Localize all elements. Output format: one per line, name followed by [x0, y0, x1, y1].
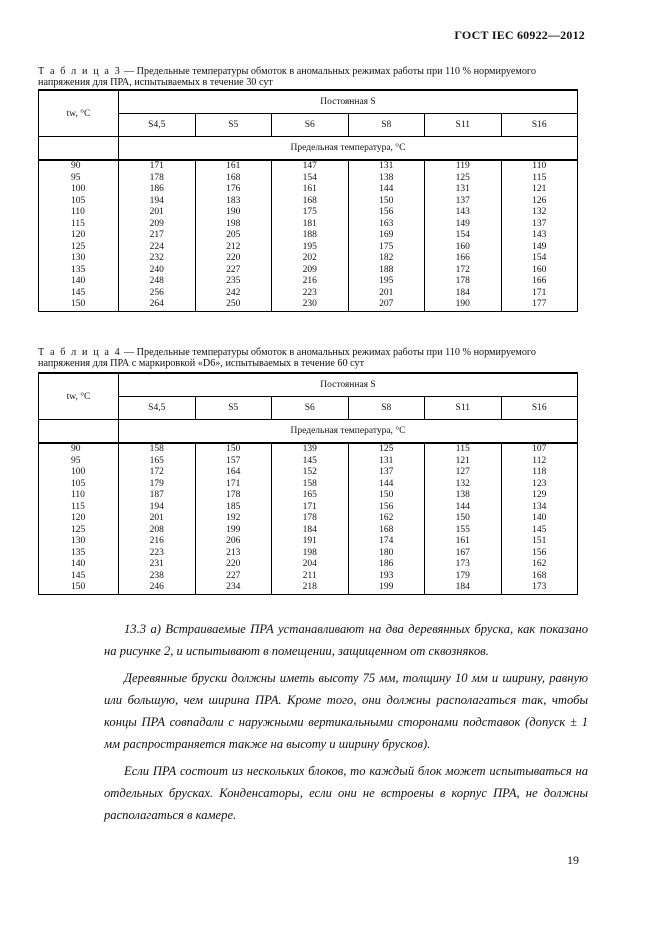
table-cell: 177: [501, 299, 578, 311]
table-cell: 211: [272, 571, 349, 583]
table3-caption-label: Т а б л и ц а 3: [38, 66, 122, 77]
table-cell: 178: [119, 173, 196, 185]
table-cell: 138: [348, 173, 425, 185]
table3: [38, 89, 578, 312]
table-cell: 224: [119, 242, 196, 254]
table4-column-header: S8: [348, 397, 425, 420]
table-cell: 138: [425, 490, 502, 502]
table-cell: 118: [501, 467, 578, 479]
table-cell: 190: [195, 207, 272, 219]
table3-caption: [38, 66, 578, 88]
table-row: [39, 571, 578, 583]
table-cell: 143: [501, 230, 578, 242]
table-cell: 151: [501, 536, 578, 548]
table-cell: 194: [119, 502, 196, 514]
table3-column-header: S8: [348, 114, 425, 137]
table4-caption-label: Т а б л и ц а 4: [38, 347, 122, 358]
paragraph-13-3a: 13.3 а) Встраиваемые ПРА устанавливают на два деревянных бруска, как показано на рисунке 2, и испытывают в помещении, защищенном от сквозняков.: [104, 622, 588, 658]
table-cell: 167: [425, 548, 502, 560]
table3-tw-header: tw, °C: [39, 90, 119, 137]
paragraph-blocks: Если ПРА состоит из нескольких блоков, то каждый блок может испытываться на отдельных брусках. Конденсаторы, если они не встроены в корпус ПРА, не должны располагаться в камере.: [104, 764, 588, 822]
table-row: [39, 207, 578, 219]
row-temperature-cell: 140: [39, 276, 119, 288]
row-temperature-cell: 105: [39, 196, 119, 208]
row-temperature-cell: 105: [39, 479, 119, 491]
table-cell: 149: [425, 219, 502, 231]
table-cell: 227: [195, 265, 272, 277]
table-cell: 149: [501, 242, 578, 254]
row-temperature-cell: 140: [39, 559, 119, 571]
row-temperature-cell: 90: [39, 160, 119, 173]
row-temperature-cell: 145: [39, 288, 119, 300]
table-cell: 160: [425, 242, 502, 254]
table4-caption-text: — Предельные температуры обмоток в аномальных режимах работы при 110 % нормируемого напряжения для ПРА с маркировкой «D6», испытываемых в течение 60 сут: [38, 347, 536, 369]
table-cell: 126: [501, 196, 578, 208]
table-cell: 145: [501, 525, 578, 537]
table-cell: 139: [272, 443, 349, 456]
table-cell: 180: [348, 548, 425, 560]
table3-group-header: Постоянная S: [119, 90, 578, 114]
table-cell: 184: [425, 288, 502, 300]
table-cell: 161: [425, 536, 502, 548]
table-cell: 165: [272, 490, 349, 502]
table-cell: 209: [272, 265, 349, 277]
table-cell: 147: [272, 160, 349, 173]
table-row: [39, 582, 578, 594]
table-cell: 213: [195, 548, 272, 560]
table4-column-header: S16: [501, 397, 578, 420]
table-cell: 178: [195, 490, 272, 502]
table4-subheader: Предельная температура, °С: [119, 420, 578, 444]
table4-tw-header: tw, °C: [39, 373, 119, 420]
table-cell: 134: [501, 502, 578, 514]
table3-column-header: S4,5: [119, 114, 196, 137]
table-row: [39, 288, 578, 300]
table-cell: 204: [272, 559, 349, 571]
table-cell: 173: [425, 559, 502, 571]
table-cell: 216: [272, 276, 349, 288]
table-cell: 212: [195, 242, 272, 254]
table-cell: 223: [119, 548, 196, 560]
table-cell: 127: [425, 467, 502, 479]
table-row: [39, 443, 578, 456]
table-cell: 206: [195, 536, 272, 548]
table-cell: 216: [119, 536, 196, 548]
table-cell: 154: [425, 230, 502, 242]
table-cell: 186: [348, 559, 425, 571]
row-temperature-cell: 90: [39, 443, 119, 456]
table-cell: 220: [195, 559, 272, 571]
table-cell: 162: [501, 559, 578, 571]
table-cell: 188: [348, 265, 425, 277]
table-cell: 156: [348, 502, 425, 514]
table4-column-header: S11: [425, 397, 502, 420]
table-cell: 154: [272, 173, 349, 185]
body-text: [104, 618, 588, 826]
table-cell: 150: [348, 490, 425, 502]
table-cell: 162: [348, 513, 425, 525]
row-temperature-cell: 150: [39, 582, 119, 594]
table-cell: 140: [501, 513, 578, 525]
row-temperature-cell: 120: [39, 513, 119, 525]
table-cell: 131: [348, 160, 425, 173]
table-cell: 160: [501, 265, 578, 277]
table-cell: 163: [348, 219, 425, 231]
table-cell: 166: [425, 253, 502, 265]
table-cell: 188: [272, 230, 349, 242]
table3-tw-blank: [39, 137, 119, 161]
table-row: [39, 502, 578, 514]
table-cell: 112: [501, 456, 578, 468]
table3-caption-text: — Предельные температуры обмоток в аномальных режимах работы при 110 % нормируемого напряжения для ПРА, испытываемых в течение 30 сут: [38, 66, 536, 88]
table-cell: 165: [119, 456, 196, 468]
table-cell: 166: [501, 276, 578, 288]
table-cell: 107: [501, 443, 578, 456]
table-cell: 179: [425, 571, 502, 583]
table-cell: 231: [119, 559, 196, 571]
table-row: [39, 490, 578, 502]
table-cell: 150: [425, 513, 502, 525]
table-cell: 199: [195, 525, 272, 537]
table4-column-header: S6: [272, 397, 349, 420]
table-cell: 156: [348, 207, 425, 219]
paragraph-wooden-bars: Деревянные бруски должны иметь высоту 75 мм, толщину 10 мм и ширину, равную или большую, чем ширина ПРА. Кроме того, они должны располагаться так, чтобы концы ПРА совпадали с наружными вертикальными сторонами подставок (допуск ± 1 мм распространяется также на высоту и ширину брусков).: [104, 671, 588, 751]
table-cell: 154: [501, 253, 578, 265]
table-cell: 246: [119, 582, 196, 594]
table-cell: 248: [119, 276, 196, 288]
table-cell: 158: [272, 479, 349, 491]
table-cell: 235: [195, 276, 272, 288]
table-cell: 193: [348, 571, 425, 583]
row-temperature-cell: 115: [39, 502, 119, 514]
table-cell: 144: [425, 502, 502, 514]
table-cell: 171: [195, 479, 272, 491]
page-number: 19: [567, 853, 579, 867]
table-cell: 208: [119, 525, 196, 537]
table3-subheader: Предельная температура, °С: [119, 137, 578, 161]
row-temperature-cell: 125: [39, 242, 119, 254]
table-cell: 201: [348, 288, 425, 300]
table-cell: 119: [425, 160, 502, 173]
table-row: [39, 548, 578, 560]
row-temperature-cell: 120: [39, 230, 119, 242]
table-cell: 194: [119, 196, 196, 208]
table-cell: 152: [272, 467, 349, 479]
table-cell: 173: [501, 582, 578, 594]
table-cell: 150: [195, 443, 272, 456]
row-temperature-cell: 95: [39, 173, 119, 185]
table-cell: 110: [501, 160, 578, 173]
table3-column-header: S5: [195, 114, 272, 137]
table-cell: 144: [348, 184, 425, 196]
table-cell: 155: [425, 525, 502, 537]
table-cell: 171: [119, 160, 196, 173]
table-cell: 190: [425, 299, 502, 311]
table4-group-header: Постоянная S: [119, 373, 578, 397]
table-cell: 150: [348, 196, 425, 208]
table-cell: 199: [348, 582, 425, 594]
table-cell: 191: [272, 536, 349, 548]
table-cell: 176: [195, 184, 272, 196]
table-cell: 125: [425, 173, 502, 185]
table-cell: 143: [425, 207, 502, 219]
table3-column-header: S16: [501, 114, 578, 137]
row-temperature-cell: 110: [39, 490, 119, 502]
table-cell: 164: [195, 467, 272, 479]
table-cell: 195: [348, 276, 425, 288]
row-temperature-cell: 125: [39, 525, 119, 537]
table-cell: 131: [425, 184, 502, 196]
table-row: [39, 456, 578, 468]
table-cell: 129: [501, 490, 578, 502]
table-cell: 207: [348, 299, 425, 311]
table-cell: 217: [119, 230, 196, 242]
row-temperature-cell: 135: [39, 265, 119, 277]
table-cell: 201: [119, 513, 196, 525]
table-cell: 230: [272, 299, 349, 311]
table4: [38, 372, 578, 595]
table-cell: 125: [348, 443, 425, 456]
table-row: [39, 559, 578, 571]
table-cell: 161: [195, 160, 272, 173]
row-temperature-cell: 95: [39, 456, 119, 468]
table-cell: 179: [119, 479, 196, 491]
table-cell: 183: [195, 196, 272, 208]
table-cell: 137: [425, 196, 502, 208]
table-cell: 232: [119, 253, 196, 265]
table-cell: 172: [425, 265, 502, 277]
row-temperature-cell: 100: [39, 467, 119, 479]
document-header: ГОСТ IEC 60922—2012: [454, 28, 585, 42]
table-cell: 220: [195, 253, 272, 265]
table-cell: 137: [348, 467, 425, 479]
table-row: [39, 160, 578, 173]
table-cell: 168: [501, 571, 578, 583]
table3-column-headers: [39, 114, 578, 137]
table-cell: 195: [272, 242, 349, 254]
table-cell: 205: [195, 230, 272, 242]
table-cell: 175: [272, 207, 349, 219]
table-cell: 174: [348, 536, 425, 548]
table-cell: 209: [119, 219, 196, 231]
row-temperature-cell: 130: [39, 253, 119, 265]
table-cell: 198: [195, 219, 272, 231]
table-cell: 158: [119, 443, 196, 456]
table-cell: 181: [272, 219, 349, 231]
table-row: [39, 230, 578, 242]
table-cell: 185: [195, 502, 272, 514]
table-cell: 187: [119, 490, 196, 502]
table-cell: 171: [272, 502, 349, 514]
table-row: [39, 265, 578, 277]
table-cell: 115: [425, 443, 502, 456]
table-cell: 178: [272, 513, 349, 525]
table-cell: 171: [501, 288, 578, 300]
row-temperature-cell: 100: [39, 184, 119, 196]
table3-column-header: S6: [272, 114, 349, 137]
table-row: [39, 525, 578, 537]
row-temperature-cell: 145: [39, 571, 119, 583]
table4-column-header: S4,5: [119, 397, 196, 420]
table-row: [39, 173, 578, 185]
table-row: [39, 513, 578, 525]
table-cell: 223: [272, 288, 349, 300]
table-cell: 184: [272, 525, 349, 537]
table-cell: 144: [348, 479, 425, 491]
table4-column-headers: [39, 397, 578, 420]
table-cell: 115: [501, 173, 578, 185]
table-cell: 131: [348, 456, 425, 468]
table-cell: 227: [195, 571, 272, 583]
table-cell: 184: [425, 582, 502, 594]
table4-tw-blank: [39, 420, 119, 444]
table-row: [39, 276, 578, 288]
row-temperature-cell: 115: [39, 219, 119, 231]
table-cell: 132: [425, 479, 502, 491]
table-cell: 182: [348, 253, 425, 265]
table-cell: 264: [119, 299, 196, 311]
table-cell: 121: [425, 456, 502, 468]
table-cell: 156: [501, 548, 578, 560]
table-row: [39, 253, 578, 265]
table-cell: 168: [272, 196, 349, 208]
table-row: [39, 184, 578, 196]
table-cell: 186: [119, 184, 196, 196]
table-row: [39, 479, 578, 491]
table-cell: 178: [425, 276, 502, 288]
table-cell: 240: [119, 265, 196, 277]
table-cell: 201: [119, 207, 196, 219]
table-cell: 137: [501, 219, 578, 231]
table-cell: 242: [195, 288, 272, 300]
table-row: [39, 536, 578, 548]
table-row: [39, 196, 578, 208]
row-temperature-cell: 110: [39, 207, 119, 219]
row-temperature-cell: 150: [39, 299, 119, 311]
table-cell: 234: [195, 582, 272, 594]
table3-column-header: S11: [425, 114, 502, 137]
table-cell: 175: [348, 242, 425, 254]
table4-column-header: S5: [195, 397, 272, 420]
row-temperature-cell: 130: [39, 536, 119, 548]
table-row: [39, 467, 578, 479]
table-cell: 168: [195, 173, 272, 185]
table-cell: 202: [272, 253, 349, 265]
row-temperature-cell: 135: [39, 548, 119, 560]
table-cell: 169: [348, 230, 425, 242]
table-cell: 123: [501, 479, 578, 491]
table-cell: 198: [272, 548, 349, 560]
table-cell: 238: [119, 571, 196, 583]
table-row: [39, 219, 578, 231]
table-cell: 132: [501, 207, 578, 219]
table-cell: 218: [272, 582, 349, 594]
table-cell: 192: [195, 513, 272, 525]
table-cell: 250: [195, 299, 272, 311]
table-row: [39, 242, 578, 254]
table-cell: 168: [348, 525, 425, 537]
table-row: [39, 299, 578, 311]
table-cell: 256: [119, 288, 196, 300]
table-cell: 145: [272, 456, 349, 468]
table-cell: 161: [272, 184, 349, 196]
table-cell: 121: [501, 184, 578, 196]
table4-caption: [38, 347, 578, 369]
table-cell: 172: [119, 467, 196, 479]
table-cell: 157: [195, 456, 272, 468]
